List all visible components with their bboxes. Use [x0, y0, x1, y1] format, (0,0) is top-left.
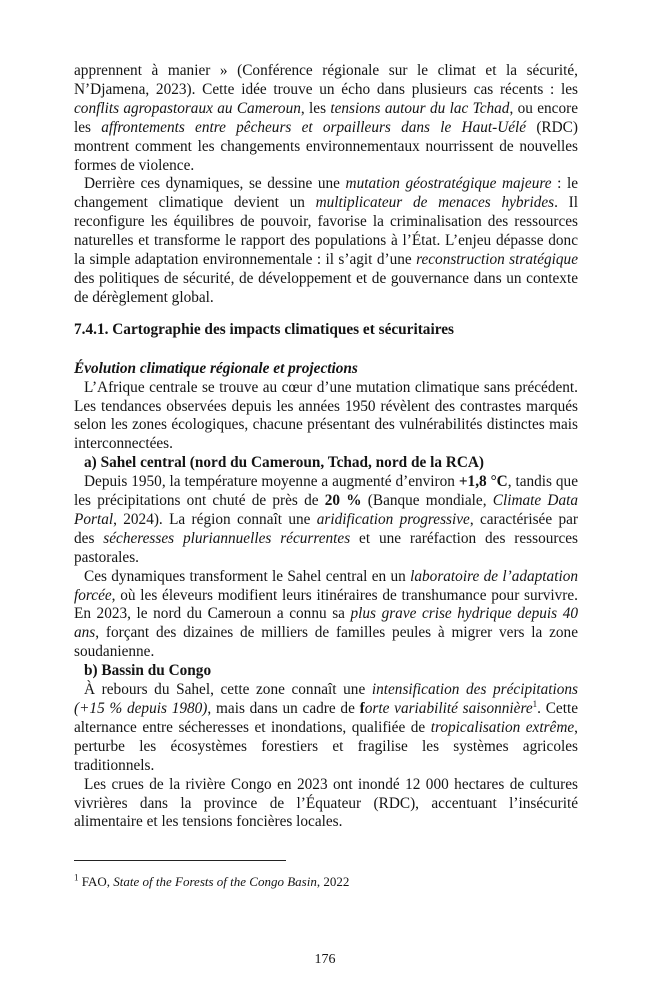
text-run: À rebours du Sahel, cette zone connaît une: [84, 681, 372, 699]
emphasis-text: orte variabilité saisonnière: [364, 700, 533, 717]
emphasis-text: intensification des précipitations (+15 % depuis 1980): [74, 681, 578, 717]
text-run: , 2022: [316, 874, 350, 889]
text-run: , ou encore les: [74, 99, 578, 136]
text-run: (RDC) montrent comment les changements environnementaux nourrissent de nouvelles formes de violence.: [74, 118, 578, 174]
emphasis-text: conflits agropastoraux au Cameroun: [74, 99, 301, 117]
paragraph: [74, 776, 578, 833]
text-run: . Il reconfigure les équilibres de pouvoir, favorise la criminalisation des ressources naturelles et transforme le rapport des populations à l’État. L’enjeu dépasse donc la simple adaptation environnementale : il s’agit d’une: [74, 194, 578, 269]
paragraph: [74, 62, 578, 175]
page-number: 176: [314, 952, 336, 967]
emphasis-text: plus grave crise hydrique depuis 40 ans: [74, 605, 578, 642]
text-run: , caractérisée par des: [74, 510, 578, 547]
text-run: apprennent à manier » (Conférence régionale sur le climat et la sécurité, N’Djamena, 2023). Cette idée trouve un écho dans plusieurs cas récents : les: [74, 62, 578, 98]
emphasis-text: State of the Forests of the Congo Basin: [113, 874, 317, 889]
text-run: FAO,: [78, 874, 114, 889]
emphasis-text: sécheresses pluriannuelles récurrentes: [103, 529, 351, 547]
emphasis-text: tropicalisation extrême: [430, 718, 575, 736]
text-run: , forçant des dizaines de milliers de familles peules à migrer vers la zone soudanienne.: [74, 624, 578, 661]
footnote: [74, 874, 578, 890]
text-run: , tandis que les précipitations ont chuté de près de: [74, 473, 578, 510]
region-heading-congo: b) Bassin du Congo: [84, 662, 212, 680]
emphasis-text: laboratoire de l’adaptation forcée: [74, 567, 578, 604]
emphasis-text: mutation géostratégique majeure: [345, 175, 552, 193]
text-run: , les: [300, 99, 331, 117]
footnote-ref: 1: [532, 698, 538, 709]
paragraph: [74, 568, 578, 663]
footnote-ref: 1: [74, 872, 79, 883]
paragraph: [74, 175, 578, 307]
body-text: [74, 62, 578, 832]
footnote-divider: [74, 860, 286, 861]
bold-text: 20 %: [324, 492, 362, 510]
emphasis-text: reconstruction stratégique: [416, 251, 578, 269]
region-heading-sahel: a) Sahel central (nord du Cameroun, Tchad, nord de la RCA): [84, 454, 485, 472]
text-run: , où les éleveurs modifient leurs itinéraires de transhumance pour survivre. En 2023, le nord du Cameroun a connu sa: [74, 586, 578, 623]
text-run: . Cette alternance entre sécheresses et inondations, qualifiée de: [74, 700, 579, 736]
emphasis-text: affrontements entre pêcheurs et orpailleurs dans le Haut-Uélé: [101, 118, 527, 136]
paragraph: [74, 681, 578, 776]
text-run: Derrière ces dynamiques, se dessine une: [84, 175, 346, 193]
text-run: , mais dans un cadre de: [207, 700, 360, 717]
emphasis-text: tensions autour du lac Tchad: [330, 99, 510, 117]
subsection-heading: Évolution climatique régionale et projections: [74, 359, 358, 377]
section-heading: 7.4.1. Cartographie des impacts climatiques et sécuritaires: [74, 320, 454, 338]
text-run: et une raréfaction des ressources pastorales.: [74, 529, 579, 566]
text-run: Depuis 1950, la température moyenne a augmenté d’environ: [84, 473, 459, 491]
paragraph: [74, 473, 578, 568]
text-run: , 2024). La région connaît une: [113, 510, 317, 528]
text-run: (Banque mondiale,: [361, 492, 493, 510]
text-run: Ces dynamiques transforment le Sahel central en un: [84, 567, 411, 585]
text-run: Les crues de la rivière Congo en 2023 ont inondé 12 000 hectares de cultures vivrières dans la province de l’Équateur (RDC), accentuant l’insécurité alimentaire et les tensions foncières locales.: [74, 775, 578, 831]
text-run: , perturbe les écosystèmes forestiers et fragilise les systèmes agricoles traditionnels.: [74, 718, 578, 774]
emphasis-text: Climate Data Portal: [74, 492, 579, 528]
emphasis-text: aridification progressive: [316, 510, 470, 528]
text-run: : le changement climatique devient un: [74, 175, 578, 212]
text-run: des politiques de sécurité, de développement et de gouvernance dans un contexte de dérèglement global.: [74, 269, 578, 306]
text-run: L’Afrique centrale se trouve au cœur d’une mutation climatique sans précédent. Les tendances observées depuis les années 1950 révèlent des contrastes marqués selon les zones écologiques, chacune présentant des vulnérabilités distinctes mais interconnectées.: [74, 378, 578, 453]
bold-text: f: [359, 700, 365, 717]
paragraph: [74, 379, 578, 455]
bold-text: +1,8 °C: [458, 473, 508, 491]
emphasis-text: multiplicateur de menaces hybrides: [315, 194, 555, 212]
